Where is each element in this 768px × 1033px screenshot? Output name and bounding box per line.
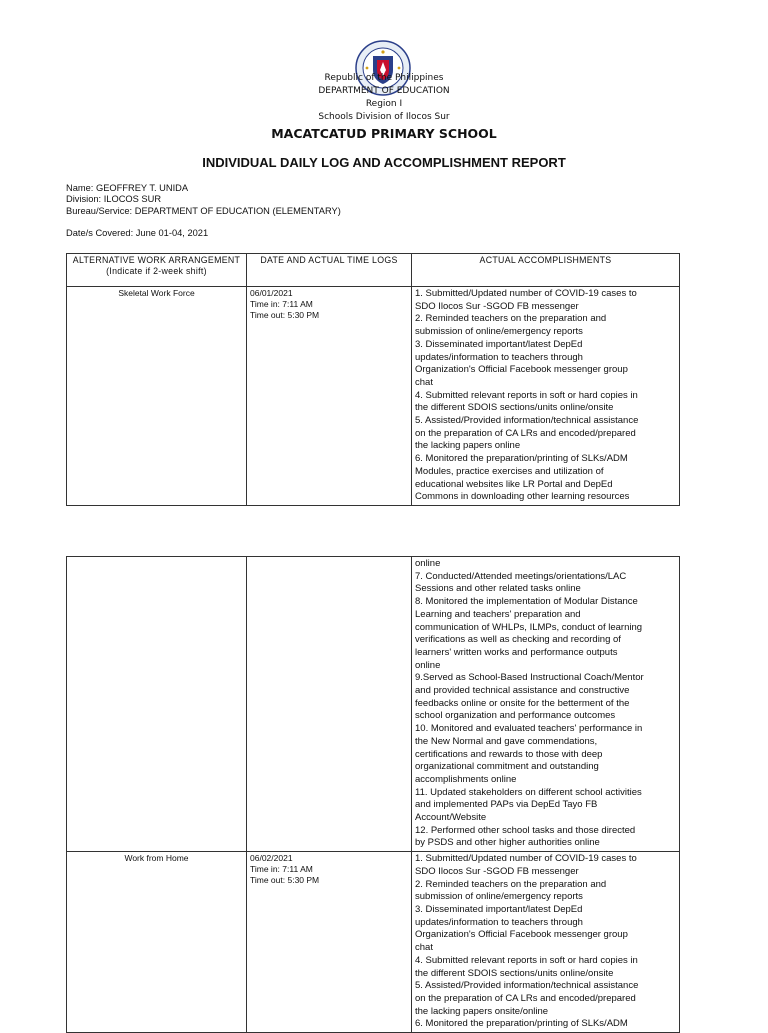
log-table-page-2 <box>66 556 680 1033</box>
time-out: Time out: 5:30 PM <box>250 310 320 320</box>
header-arrangement-label: ALTERNATIVE WORK ARRANGEMENT <box>72 255 241 265</box>
region-line: Region I <box>365 99 403 109</box>
accomplishment-line: updates/information to teachers through <box>415 916 583 928</box>
time-log-cell <box>247 287 412 506</box>
table-header-row <box>67 254 680 287</box>
arrangement-cell-empty <box>67 557 247 852</box>
accomplishment-line: feedbacks online or onsite for the betterment of the <box>415 697 630 709</box>
accomplishment-line: accomplishments online <box>415 773 517 785</box>
accomplishment-line: communication of WHLPs, ILMPs, conduct of learning <box>415 621 643 633</box>
accomplishment-line: learners' written works and performance outputs <box>415 646 618 658</box>
header-time-logs: DATE AND ACTUAL TIME LOGS <box>247 254 412 287</box>
accomplishments-cell <box>412 287 680 506</box>
accomplishment-line: verifications as well as checking and recording of <box>415 634 621 646</box>
time-log-cell-empty <box>247 557 412 852</box>
accomplishment-line: 3. Disseminated important/latest DepEd <box>415 338 583 350</box>
accomplishment-line: submission of online/emergency reports <box>415 891 583 903</box>
header-arrangement <box>67 254 247 287</box>
accomplishment-line: certifications and rewards to those with deep <box>415 748 603 760</box>
accomplishment-line: the lacking papers onsite/online <box>415 1005 549 1017</box>
accomplishment-line: Sessions and other related tasks online <box>415 583 581 595</box>
dates-covered: Date/s Covered: June 01-04, 2021 <box>66 228 209 238</box>
accomplishment-line: 4. Submitted relevant reports in soft or hard copies in <box>415 389 638 401</box>
accomplishment-line: 5. Assisted/Provided information/technical assistance <box>415 980 639 992</box>
school-name: MACATCATUD PRIMARY SCHOOL <box>271 126 497 141</box>
table-row <box>67 557 680 852</box>
time-in: Time in: 7:11 AM <box>250 299 313 309</box>
log-date: 06/01/2021 <box>250 288 293 298</box>
accomplishment-line: 12. Performed other school tasks and those directed <box>415 824 636 836</box>
accomplishment-line: Organization's Official Facebook messenger group <box>415 364 628 376</box>
report-title: INDIVIDUAL DAILY LOG AND ACCOMPLISHMENT REPORT <box>202 155 566 170</box>
log-date: 06/02/2021 <box>250 853 293 864</box>
accomplishment-line: 4. Submitted relevant reports in soft or hard copies in <box>415 954 638 966</box>
time-in: Time in: 7:11 AM <box>250 864 313 875</box>
header-arrangement-note: (Indicate if 2-week shift) <box>106 265 207 276</box>
department-line: DEPARTMENT OF EDUCATION <box>318 86 450 96</box>
accomplishment-line: the different SDOIS sections/units online/onsite <box>415 967 614 979</box>
accomplishment-line: on the preparation of CA LRs and encoded/prepared <box>415 992 636 1004</box>
accomplishment-line: 7. Conducted/Attended meetings/orientations/LAC <box>415 570 627 582</box>
table-row <box>67 287 680 506</box>
accomplishments-cell <box>412 852 680 1033</box>
accomplishment-line: Learning and teachers' preparation and <box>415 608 581 620</box>
accomplishment-line: organizational commitment and outstanding <box>415 761 599 773</box>
accomplishment-line: 5. Assisted/Provided information/technical assistance <box>415 415 639 427</box>
accomplishments-cell <box>412 557 680 852</box>
republic-line: Republic of the Philippines <box>324 73 444 83</box>
table-row <box>67 852 680 1033</box>
accomplishment-line: online <box>415 558 441 569</box>
accomplishment-line: 2. Reminded teachers on the preparation and <box>415 313 607 325</box>
accomplishment-line: 9.Served as School-Based Instructional Coach/Mentor <box>415 672 644 684</box>
accomplishment-line: 1. Submitted/Updated number of COVID-19 cases to <box>415 288 637 299</box>
employee-division: Division: ILOCOS SUR <box>66 194 162 204</box>
accomplishment-line: Commons in downloading other learning resources <box>415 491 630 503</box>
accomplishment-line: the different SDOIS sections/units online/onsite <box>415 402 614 414</box>
accomplishment-line: Organization's Official Facebook messenger group <box>415 929 628 941</box>
accomplishment-line: the New Normal and gave commendations, <box>415 735 598 747</box>
log-table-page-1 <box>66 253 680 506</box>
accomplishment-line: 6. Monitored the preparation/printing of SLKs/ADM <box>415 1018 628 1030</box>
accomplishment-line: Account/Website <box>415 812 487 824</box>
accomplishment-line: SDO Ilocos Sur -SGOD FB messenger <box>415 865 579 877</box>
accomplishment-line: and implemented PAPs via DepEd Tayo FB <box>415 799 598 811</box>
accomplishment-line: school organization and performance outcomes <box>415 710 616 722</box>
time-log-cell <box>247 852 412 1033</box>
accomplishment-line: Modules, practice exercises and utilization of <box>415 465 604 477</box>
accomplishment-line: updates/information to teachers through <box>415 351 583 363</box>
accomplishment-line: chat <box>415 942 433 954</box>
accomplishment-line: 3. Disseminated important/latest DepEd <box>415 903 583 915</box>
arrangement-cell: Skeletal Work Force <box>67 287 247 506</box>
division-office-line: Schools Division of Ilocos Sur <box>318 112 450 122</box>
header-accomplishments: ACTUAL ACCOMPLISHMENTS <box>412 254 680 287</box>
accomplishment-line: 10. Monitored and evaluated teachers' performance in <box>415 723 643 735</box>
accomplishment-line: submission of online/emergency reports <box>415 326 583 338</box>
accomplishment-line: by PSDS and other higher authorities online <box>415 837 600 849</box>
accomplishment-line: educational websites like LR Portal and DepEd <box>415 478 613 490</box>
accomplishment-line: on the preparation of CA LRs and encoded/prepared <box>415 427 636 439</box>
accomplishment-line: the lacking papers online <box>415 440 521 452</box>
accomplishment-line: online <box>415 659 441 671</box>
accomplishment-line: and provided technical assistance and constructive <box>415 685 630 697</box>
employee-bureau: Bureau/Service: DEPARTMENT OF EDUCATION (ELEMENTARY) <box>66 206 341 216</box>
accomplishment-line: 2. Reminded teachers on the preparation and <box>415 878 607 890</box>
arrangement-cell: Work from Home <box>67 852 247 1033</box>
accomplishment-line: 11. Updated stakeholders on different school activities <box>415 786 642 798</box>
accomplishment-line: 8. Monitored the implementation of Modular Distance <box>415 596 638 608</box>
time-out: Time out: 5:30 PM <box>250 875 320 886</box>
accomplishment-line: chat <box>415 376 433 388</box>
accomplishment-line: 6. Monitored the preparation/printing of SLKs/ADM <box>415 453 628 465</box>
accomplishment-line: 1. Submitted/Updated number of COVID-19 cases to <box>415 853 637 865</box>
accomplishment-line: SDO Ilocos Sur -SGOD FB messenger <box>415 300 579 312</box>
employee-name: Name: GEOFFREY T. UNIDA <box>66 183 189 193</box>
